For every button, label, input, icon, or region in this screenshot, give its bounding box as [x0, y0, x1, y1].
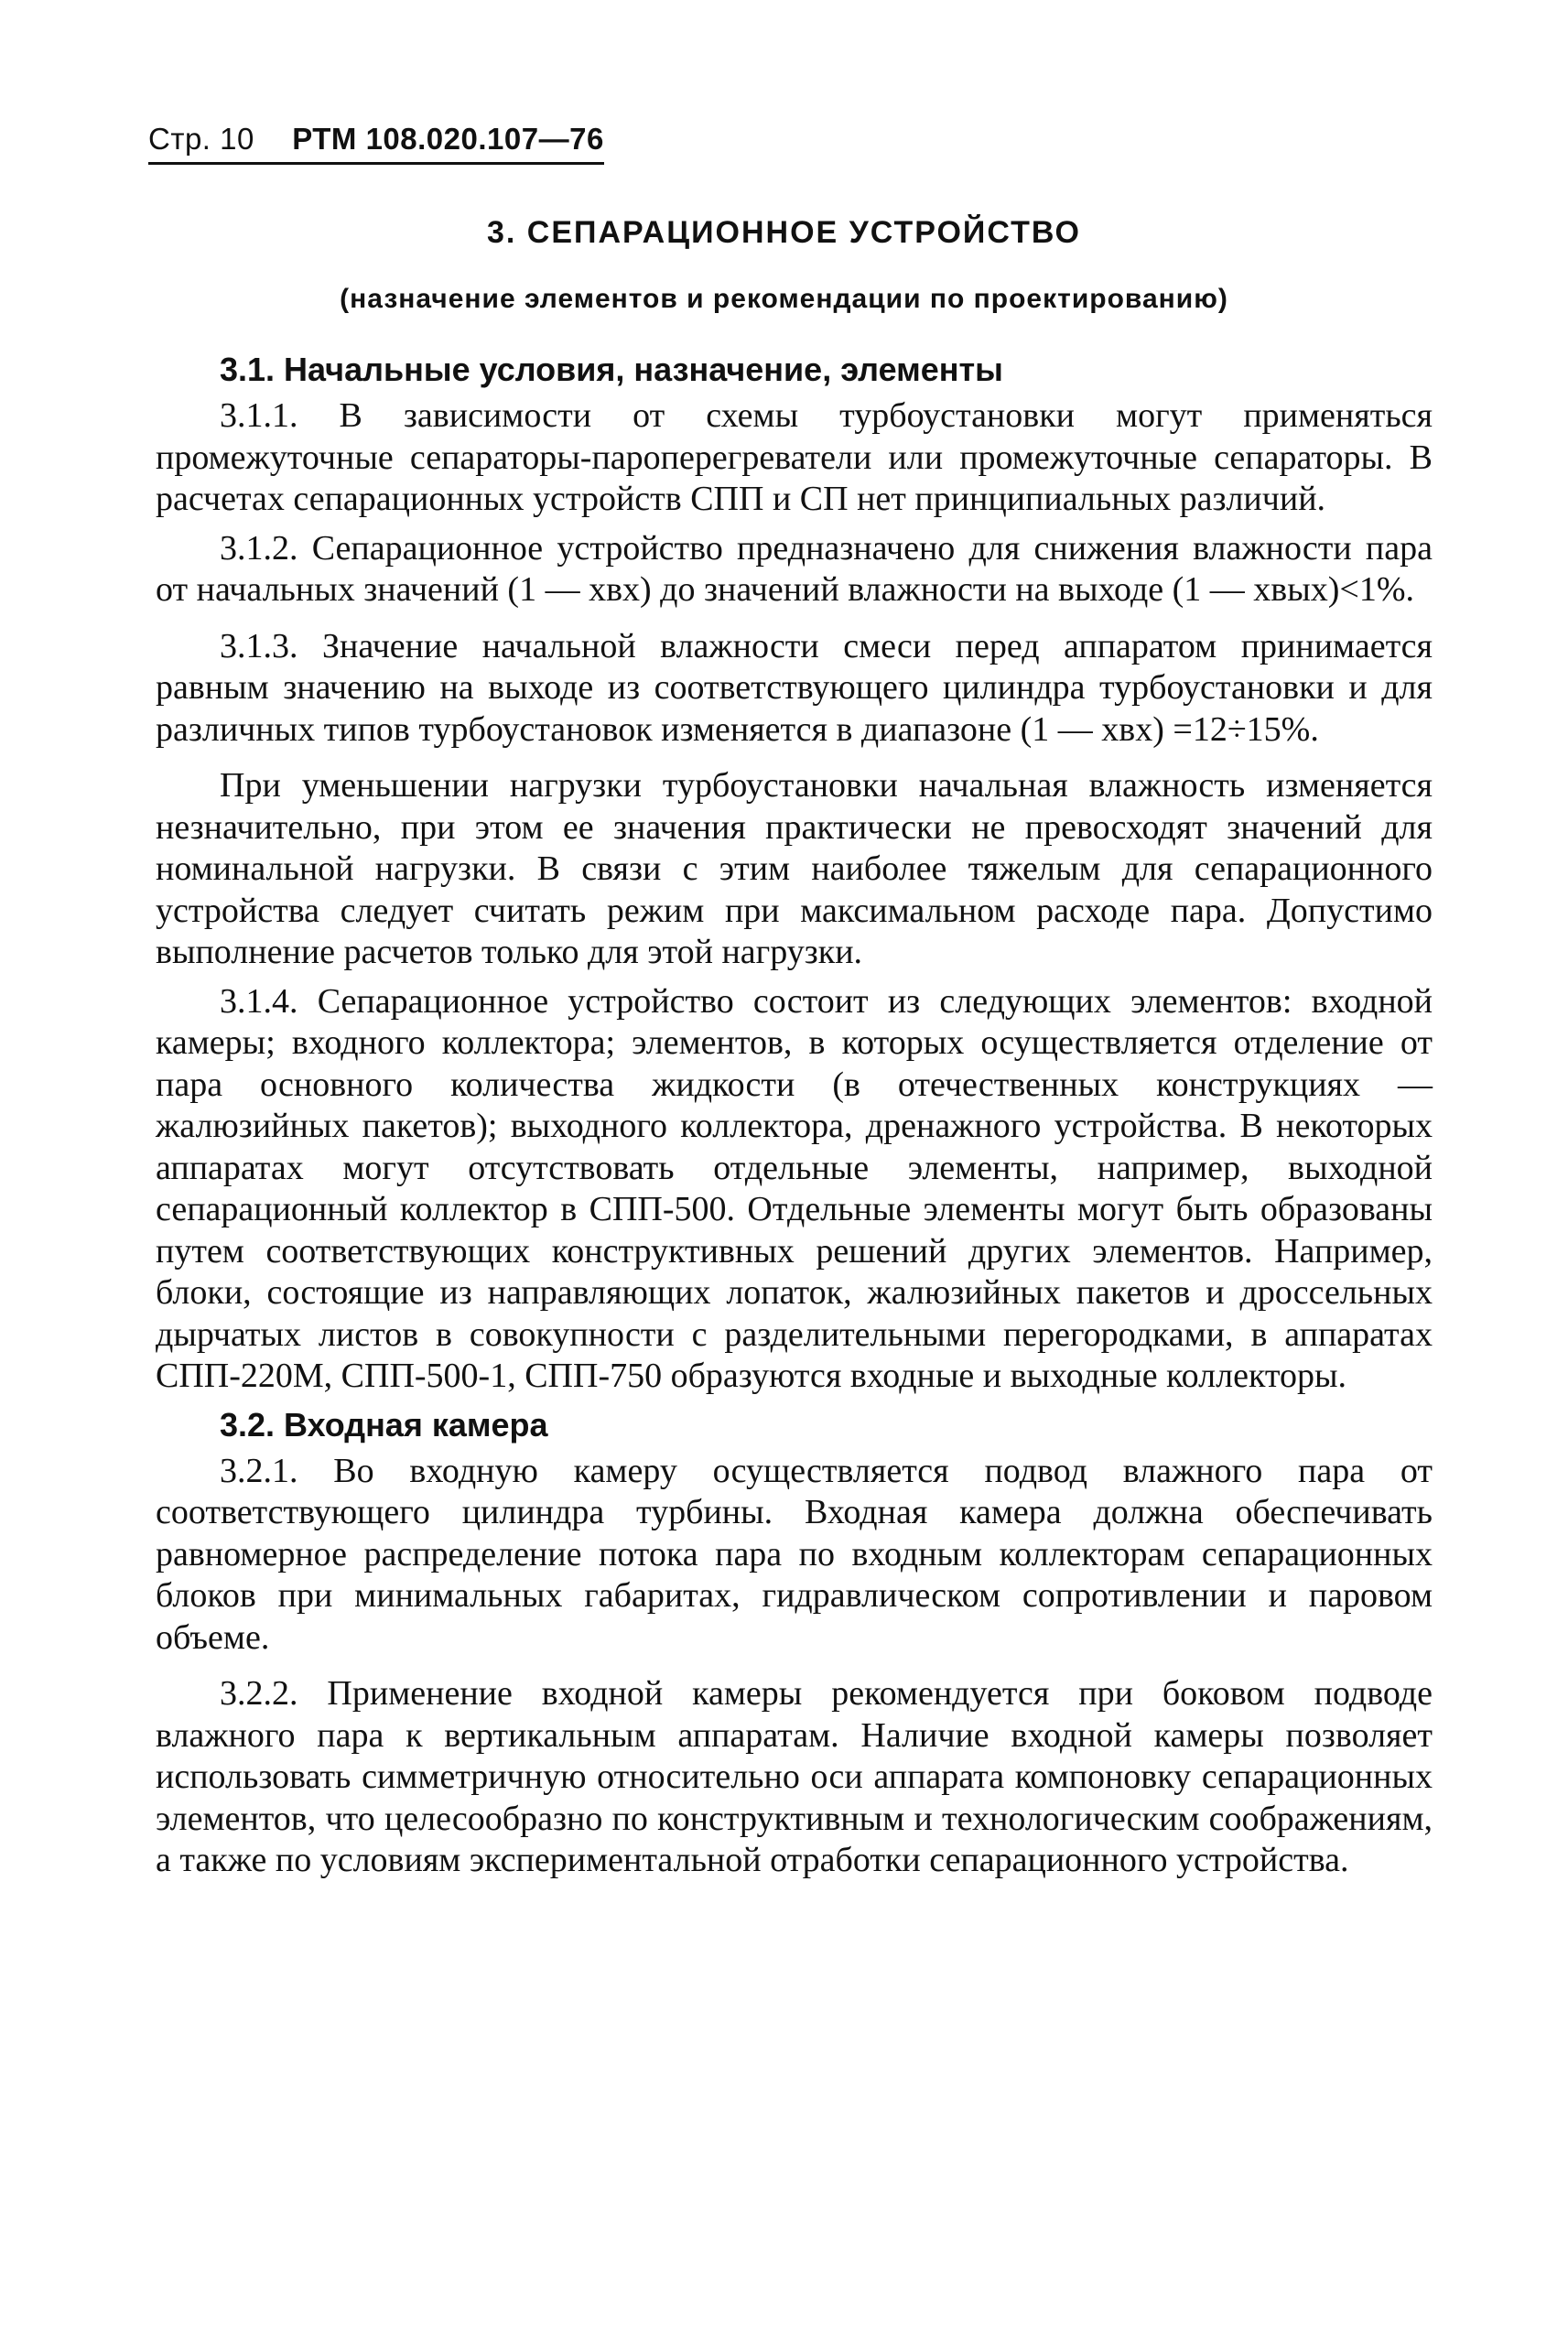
document-body	[156, 350, 1433, 1882]
subsection-heading: 3.2. Входная камера	[220, 1405, 548, 1444]
section-subtitle: (назначение элементов и рекомендации по проектированию)	[340, 284, 1228, 314]
paragraph-3-1-3: 3.1.3. Значение начальной влажности смеси перед аппаратом принимается равным значению на выходе из соответствующего цилиндра турбоустановки и для различных типов турбоустановок изменяется в диапазоне (1 — xвх) =12÷15%.	[156, 626, 1433, 749]
page-number: Стр. 10	[148, 122, 254, 156]
paragraph-3-1-1: 3.1.1. В зависимости от схемы турбоустановки могут применяться промежуточные сепараторы-пароперегреватели или промежуточные сепараторы. В расчетах сепарационных устройств СПП и СП нет принципиальных различий.	[156, 396, 1433, 518]
paragraph-3-2-2: 3.2.2. Применение входной камеры рекомендуется при боковом подводе влажного пара к вертикальным аппаратам. Наличие входной камеры позволяет использовать симметричную относительно оси аппарата компоновку сепарационных элементов, что целесообразно по конструктивным и технологическим соображениям, а также по условиям экспериментальной отработки сепарационного устройства.	[156, 1674, 1433, 1879]
subsection-heading: 3.1. Начальные условия, назначение, элементы	[220, 351, 1003, 388]
paragraph-3-1-4: 3.1.4. Сепарационное устройство состоит из следующих элементов: входной камеры; входного коллектора; элементов, в которых осуществляется отделение от пара основного количества жидкости (в отечественных конструкциях — жалюзийных пакетов); выходного коллектора, дренажного устройства. В некоторых аппаратах могут отсутствовать отдельные элементы, например, выходной сепарационный коллектор в СПП-500. Отдельные элементы могут быть образованы путем соответствующих конструктивных решений других элементов. Например, блоки, состоящие из направляющих лопаток, жалюзийных пакетов и дроссельных дырчатых листов в совокупности с разделительными перегородками, в аппаратах СПП-220М, СПП-500-1, СПП-750 образуются входные и выходные коллекторы.	[156, 981, 1433, 1395]
paragraph-load-note: При уменьшении нагрузки турбоустановки начальная влажность изменяется незначительно, при этом ее значения практически не превосходят значений для номинальной нагрузки. В связи с этим наиболее тяжелым для сепарационного устройства следует считать режим при максимальном расходе пара. Допустимо выполнение расчетов только для этой нагрузки.	[156, 766, 1433, 971]
running-header	[148, 122, 604, 165]
paragraph-3-1-2: 3.1.2. Сепарационное устройство предназначено для снижения влажности пара от начальных значений (1 — xвх) до значений влажности на выходе (1 — xвых)<1%.	[156, 528, 1433, 609]
document-code: РТМ 108.020.107—76	[292, 122, 604, 156]
paragraph-3-2-1: 3.2.1. Во входную камеру осуществляется подвод влажного пара от соответствующего цилиндра турбины. Входная камера должна обеспечивать равномерное распределение потока пара по входным коллекторам сепарационных блоков при минимальных габаритах, гидравлическом сопротивлении и паровом объеме.	[156, 1451, 1433, 1657]
section-title: 3. СЕПАРАЦИОННОЕ УСТРОЙСТВО	[486, 215, 1082, 250]
